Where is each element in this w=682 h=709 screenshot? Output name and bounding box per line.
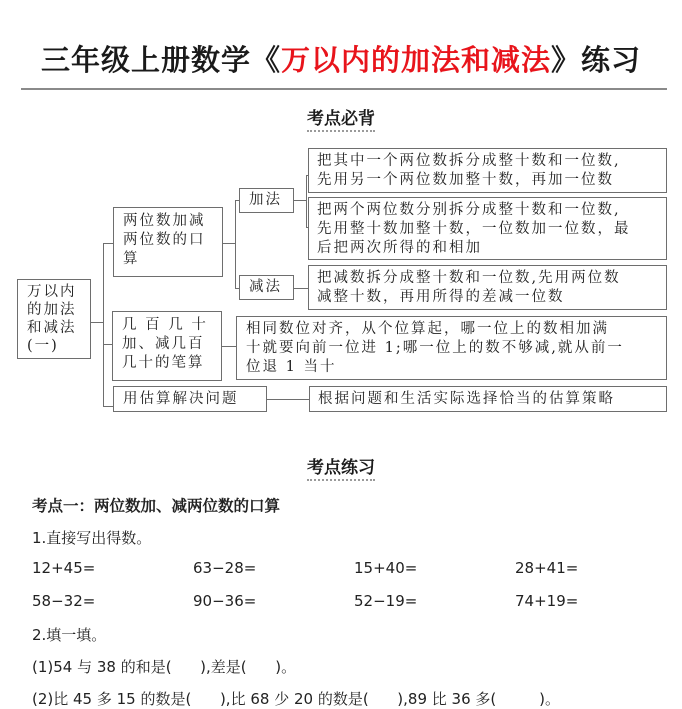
equation: 74+19= bbox=[515, 592, 579, 610]
equation: 15+40= bbox=[354, 559, 418, 577]
equation: 90−36= bbox=[193, 592, 257, 610]
connector bbox=[103, 243, 113, 244]
equation: 12+45= bbox=[32, 559, 96, 577]
title-suffix: 》练习 bbox=[551, 43, 642, 77]
connector bbox=[222, 346, 236, 347]
connector bbox=[91, 322, 103, 323]
connector bbox=[306, 175, 307, 227]
section-heading-practice: 考点练习 bbox=[0, 453, 682, 478]
branch-written-calc: 几 百 几 十 加、减几百 几十的笔算 bbox=[112, 311, 222, 381]
question-2-item-1: (1)54 与 38 的和是( ),差是( )。 bbox=[32, 658, 297, 676]
question-1-prompt: 1.直接写出得数。 bbox=[32, 529, 152, 547]
title-divider bbox=[21, 88, 667, 90]
title-prefix: 三年级上册数学《 bbox=[40, 43, 281, 77]
equation: 63−28= bbox=[193, 559, 257, 577]
page-title bbox=[0, 38, 682, 79]
question-2-prompt: 2.填一填。 bbox=[32, 626, 107, 644]
subtraction-method: 把减数拆分成整十数和一位数,先用两位数 减整十数，再用所得的差减一位数 bbox=[308, 265, 667, 310]
topic-heading: 考点一：两位数加、减两位数的口算 bbox=[32, 496, 281, 515]
addition-method-2: 把两个两位数分别拆分成整十数和一位数, 先用整十数加整十数，一位数加一位数，最 后把两次所得的和相加 bbox=[308, 197, 667, 260]
branch-estimation: 用估算解决问题 bbox=[113, 386, 267, 412]
addition-method-1: 把其中一个两位数拆分成整十数和一位数, 先用另一个两位数加整十数，再加一位数 bbox=[308, 148, 667, 193]
connector bbox=[235, 200, 236, 288]
connector bbox=[294, 288, 308, 289]
connector bbox=[103, 243, 104, 406]
section-heading-memorize: 考点必背 bbox=[0, 104, 682, 129]
title-highlight: 万以内的加法和减法 bbox=[280, 43, 551, 77]
estimation-rule: 根据问题和生活实际选择恰当的估算策略 bbox=[309, 386, 667, 412]
connector bbox=[267, 399, 309, 400]
node-addition: 加法 bbox=[239, 188, 294, 213]
equation: 58−32= bbox=[32, 592, 96, 610]
question-2-item-2: (2)比 45 多 15 的数是( ),比 68 少 20 的数是( ),89 比 36 多( )。 bbox=[32, 690, 560, 708]
mindmap-root: 万以内 的加法 和减法 (一) bbox=[17, 279, 91, 359]
equation: 52−19= bbox=[354, 592, 418, 610]
written-calc-rule: 相同数位对齐，从个位算起，哪一位上的数相加满 十就要向前一位进 1;哪一位上的数不够减,就从前一 位退 1 当十 bbox=[236, 316, 667, 380]
node-subtraction: 减法 bbox=[239, 275, 294, 300]
connector bbox=[103, 406, 113, 407]
equation: 28+41= bbox=[515, 559, 579, 577]
connector bbox=[103, 344, 112, 345]
branch-oral-calc: 两位数加减 两位数的口 算 bbox=[113, 207, 223, 277]
